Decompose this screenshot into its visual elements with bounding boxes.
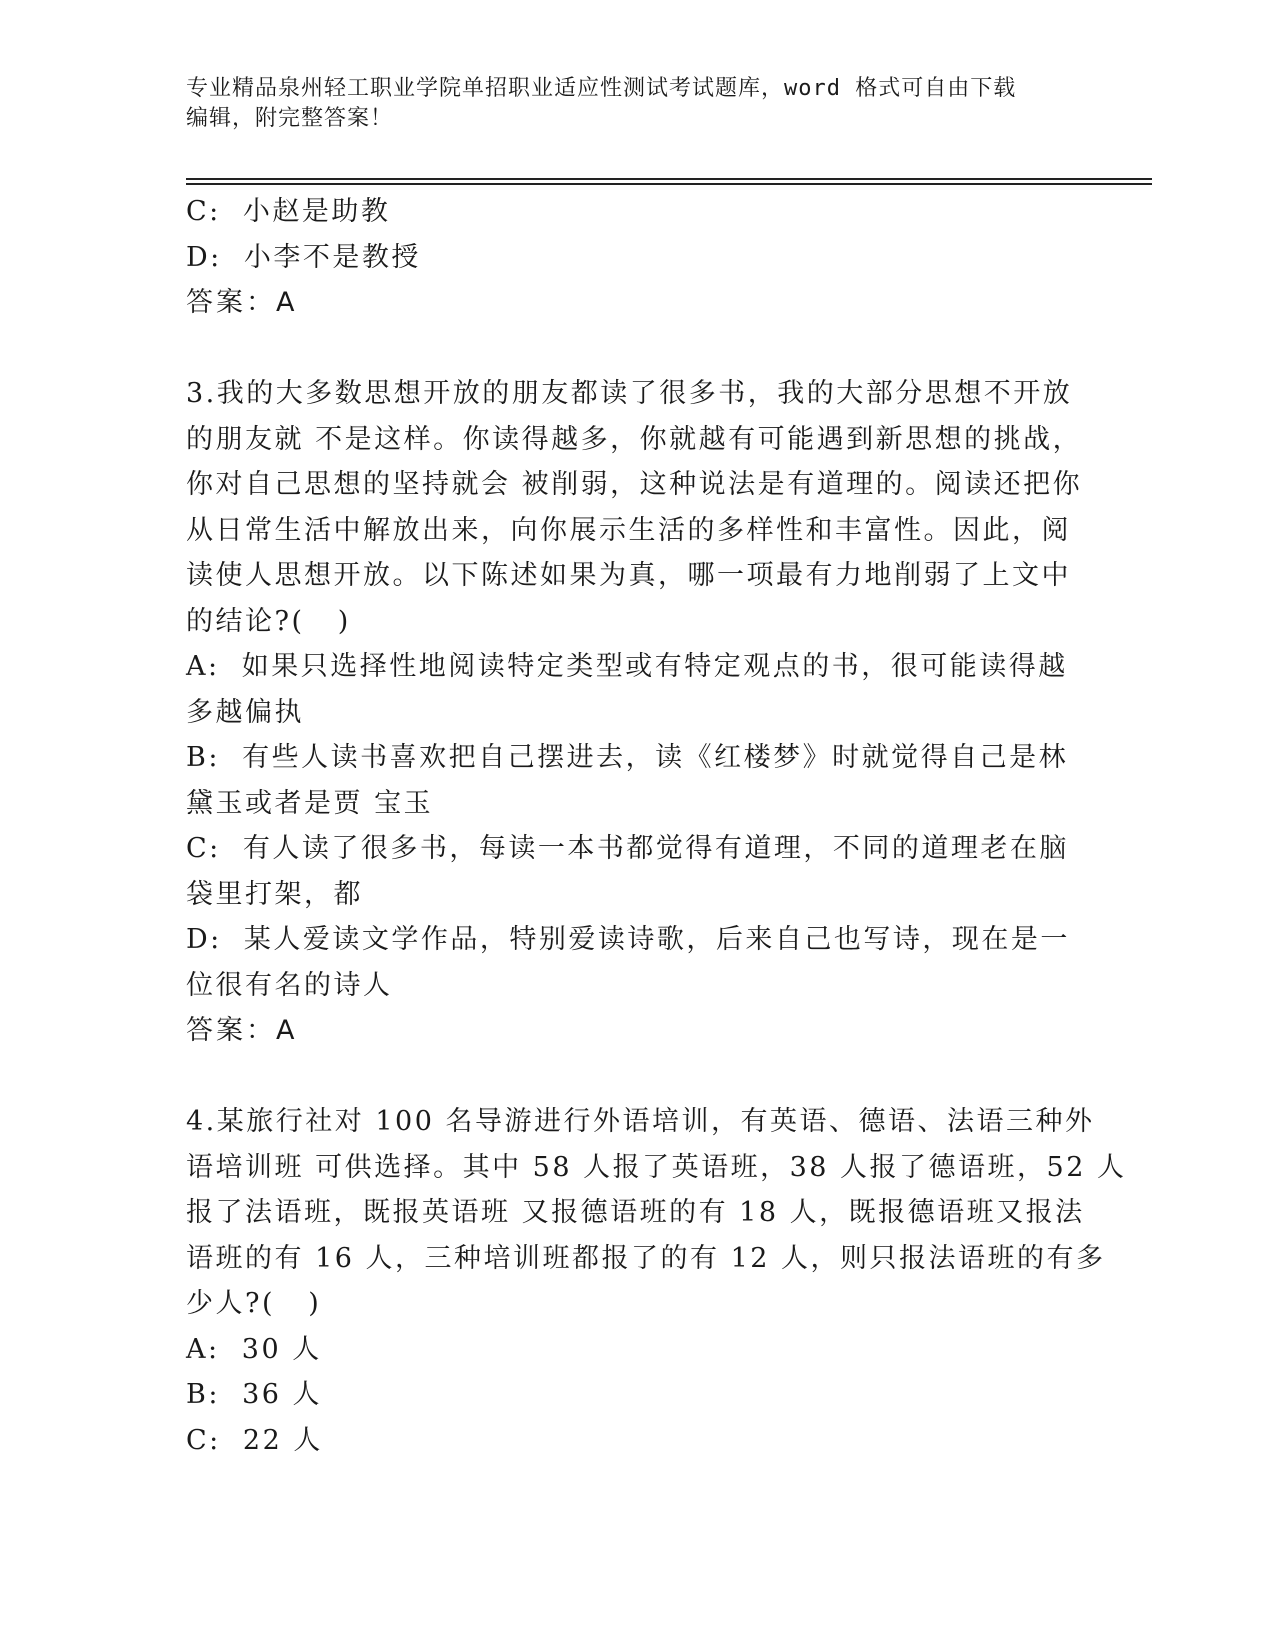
question-stem-line: 的结论?( ) (186, 605, 351, 637)
question-stem-line: 从日常生活中解放出来，向你展示生活的多样性和丰富性。因此，阅 (186, 514, 1071, 546)
option-b: B: 36 人 (186, 1379, 323, 1410)
question-stem-line: 的朋友就 不是这样。你读得越多，你就越有可能遇到新思想的挑战， (186, 423, 1083, 455)
option-a-cont: 多越偏执 (186, 696, 304, 728)
answer-label: 答案：A (186, 287, 298, 318)
question-stem-line: 语班的有 16 人，三种培训班都报了的有 12 人，则只报法语班的有多 (186, 1242, 1106, 1274)
option-c: C: 小赵是助教 (186, 196, 391, 227)
spacer (186, 326, 1086, 372)
option-c-cont: 袋里打架，都 (186, 878, 363, 910)
question-stem-line: 你对自己思想的坚持就会 被削弱，这种说法是有道理的。阅读还把你 (186, 469, 1083, 500)
document-body (186, 189, 1127, 1463)
question-stem-line: 报了法语班，既报英语班 又报德语班的有 18 人，既报德语班又报法 (186, 1197, 1085, 1228)
option-d: D: 小李不是教授 (186, 241, 421, 273)
option-b: B: 有些人读书喜欢把自己摆进去，读《红楼梦》时就觉得自己是林 (186, 742, 1069, 773)
question-3 (186, 371, 1086, 1054)
header-line: 专业精品泉州轻工职业学院单招职业适应性测试考试题库，word 格式可自由下载 (186, 76, 1017, 101)
spacer (186, 1054, 1086, 1100)
question-stem-line: 语培训班 可供选择。其中 58 人报了英语班，38 人报了德语班，52 人 (186, 1151, 1127, 1183)
option-a: A: 如果只选择性地阅读特定类型或有特定观点的书，很可能读得越 (186, 651, 1068, 682)
question-stem-line: 少人?( ) (186, 1288, 322, 1319)
option-a: A: 30 人 (186, 1333, 322, 1365)
header-divider (186, 178, 1152, 180)
option-b-cont: 黛玉或者是贾 宝玉 (186, 787, 434, 819)
question-stem-line: 3.我的大多数思想开放的朋友都读了很多书，我的大部分思想不开放 (186, 378, 1073, 409)
question-4 (186, 1099, 1127, 1463)
header-divider (186, 183, 1152, 185)
option-c: C: 22 人 (186, 1424, 323, 1456)
question-stem-line: 读使人思想开放。以下陈述如果为真，哪一项最有力地削弱了上文中 (186, 560, 1071, 591)
option-d: D: 某人爱读文学作品，特别爱读诗歌，后来自己也写诗，现在是一 (186, 924, 1070, 955)
option-d-cont: 位很有名的诗人 (186, 969, 393, 1001)
header-line: 编辑，附完整答案！ (186, 106, 394, 131)
option-c: C: 有人读了很多书，每读一本书都觉得有道理，不同的道理老在脑 (186, 833, 1069, 864)
answer-label: 答案：A (186, 1015, 298, 1046)
document-header (186, 74, 1066, 134)
question-stem-line: 4.某旅行社对 100 名导游进行外语培训，有英语、德语、法语三种外 (186, 1106, 1095, 1137)
